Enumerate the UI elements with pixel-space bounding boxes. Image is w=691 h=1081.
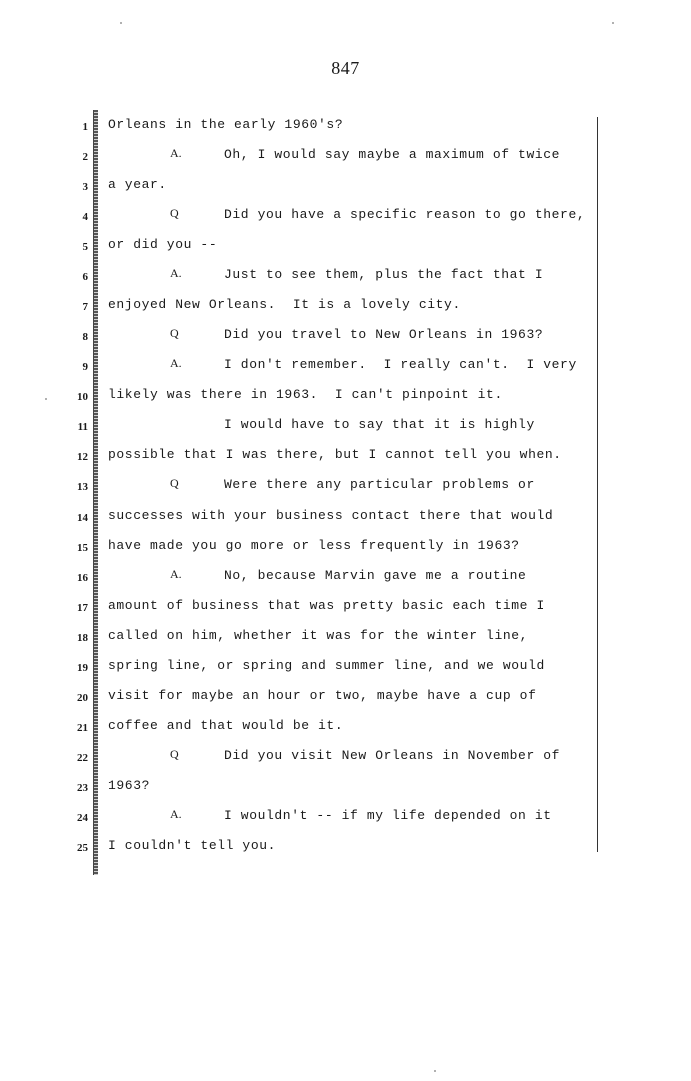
scan-speck — [612, 22, 614, 24]
transcript-line — [0, 748, 691, 778]
line-text: called on him, whether it was for the winter line, — [108, 627, 529, 643]
transcript-line — [0, 207, 691, 237]
line-text: have made you go more or less frequently in 1963? — [108, 537, 520, 553]
line-number: 20 — [77, 691, 88, 704]
transcript-line — [0, 718, 691, 748]
scan-speck — [120, 22, 122, 24]
line-text: 1963? — [108, 777, 151, 793]
question-marker: Q — [170, 206, 179, 221]
transcript-line — [0, 538, 691, 568]
line-number: 4 — [82, 211, 88, 224]
line-number: 11 — [77, 421, 88, 434]
line-number: 13 — [77, 481, 88, 494]
line-number: 25 — [77, 841, 88, 854]
transcript-line — [0, 658, 691, 688]
line-text: spring line, or spring and summer line, and we would — [108, 657, 545, 673]
line-text: No, because Marvin gave me a routine — [224, 567, 527, 583]
line-text: I couldn't tell you. — [108, 837, 277, 853]
line-number: 6 — [82, 271, 88, 284]
line-number: 17 — [77, 601, 88, 614]
transcript-line — [0, 147, 691, 177]
transcript-line — [0, 808, 691, 838]
answer-marker: A. — [170, 806, 182, 821]
answer-marker: A. — [170, 566, 182, 581]
question-marker: Q — [170, 326, 179, 341]
line-number: 22 — [77, 751, 88, 764]
line-text: enjoyed New Orleans. It is a lovely city. — [108, 297, 461, 313]
question-marker: Q — [170, 746, 179, 761]
line-number: 9 — [82, 361, 88, 374]
line-text: Did you have a specific reason to go there, — [224, 207, 586, 223]
line-number: 7 — [82, 301, 88, 314]
line-text: a year. — [108, 177, 167, 193]
line-text: coffee and that would be it. — [108, 717, 344, 733]
transcript-line — [0, 417, 691, 447]
answer-marker: A. — [170, 356, 182, 371]
line-number: 18 — [77, 631, 88, 644]
scan-speck — [45, 398, 47, 400]
line-text: Did you travel to New Orleans in 1963? — [224, 327, 544, 343]
line-text: Did you visit New Orleans in November of — [224, 747, 561, 763]
line-text: possible that I was there, but I cannot tell you when. — [108, 447, 562, 463]
line-number: 5 — [82, 241, 88, 254]
transcript-line — [0, 267, 691, 297]
transcript-line — [0, 387, 691, 417]
line-text: or did you -- — [108, 237, 218, 253]
transcript-line — [0, 357, 691, 387]
transcript-line — [0, 477, 691, 507]
question-marker: Q — [170, 476, 179, 491]
transcript-line — [0, 117, 691, 147]
line-text: visit for maybe an hour or two, maybe have a cup of — [108, 687, 537, 703]
line-text: I don't remember. I really can't. I very — [224, 357, 577, 373]
transcript-line — [0, 568, 691, 598]
transcript-line — [0, 598, 691, 628]
line-number: 24 — [77, 811, 88, 824]
line-text: Just to see them, plus the fact that I — [224, 267, 544, 283]
scan-speck — [434, 1070, 436, 1072]
transcript-line — [0, 297, 691, 327]
line-number: 3 — [82, 181, 88, 194]
line-text: likely was there in 1963. I can't pinpoint it. — [108, 387, 503, 403]
line-number: 15 — [77, 541, 88, 554]
line-number: 8 — [82, 331, 88, 344]
transcript-line — [0, 838, 691, 868]
line-number: 21 — [77, 721, 88, 734]
line-text: Oh, I would say maybe a maximum of twice — [224, 147, 561, 163]
line-number: 1 — [82, 121, 88, 133]
transcript-line — [0, 177, 691, 207]
transcript-line — [0, 688, 691, 718]
line-number: 14 — [77, 511, 88, 524]
answer-marker: A. — [170, 146, 182, 161]
answer-marker: A. — [170, 266, 182, 281]
transcript-line — [0, 778, 691, 808]
line-text: I would have to say that it is highly — [224, 417, 535, 433]
transcript-line — [0, 327, 691, 357]
transcript-line — [0, 508, 691, 538]
line-text: amount of business that was pretty basic each time I — [108, 597, 545, 613]
line-text: Were there any particular problems or — [224, 477, 535, 493]
transcript-line — [0, 237, 691, 267]
line-number: 19 — [77, 661, 88, 674]
line-number: 16 — [77, 571, 88, 584]
line-number: 12 — [77, 451, 88, 464]
line-text: Orleans in the early 1960's? — [108, 117, 344, 132]
line-number: 2 — [82, 151, 88, 164]
page-number: 847 — [331, 58, 360, 78]
line-number: 10 — [77, 391, 88, 404]
line-text: successes with your business contact there that would — [108, 507, 554, 523]
transcript-line — [0, 628, 691, 658]
line-text: I wouldn't -- if my life depended on it — [224, 807, 552, 823]
line-number: 23 — [77, 781, 88, 794]
transcript-line — [0, 447, 691, 477]
